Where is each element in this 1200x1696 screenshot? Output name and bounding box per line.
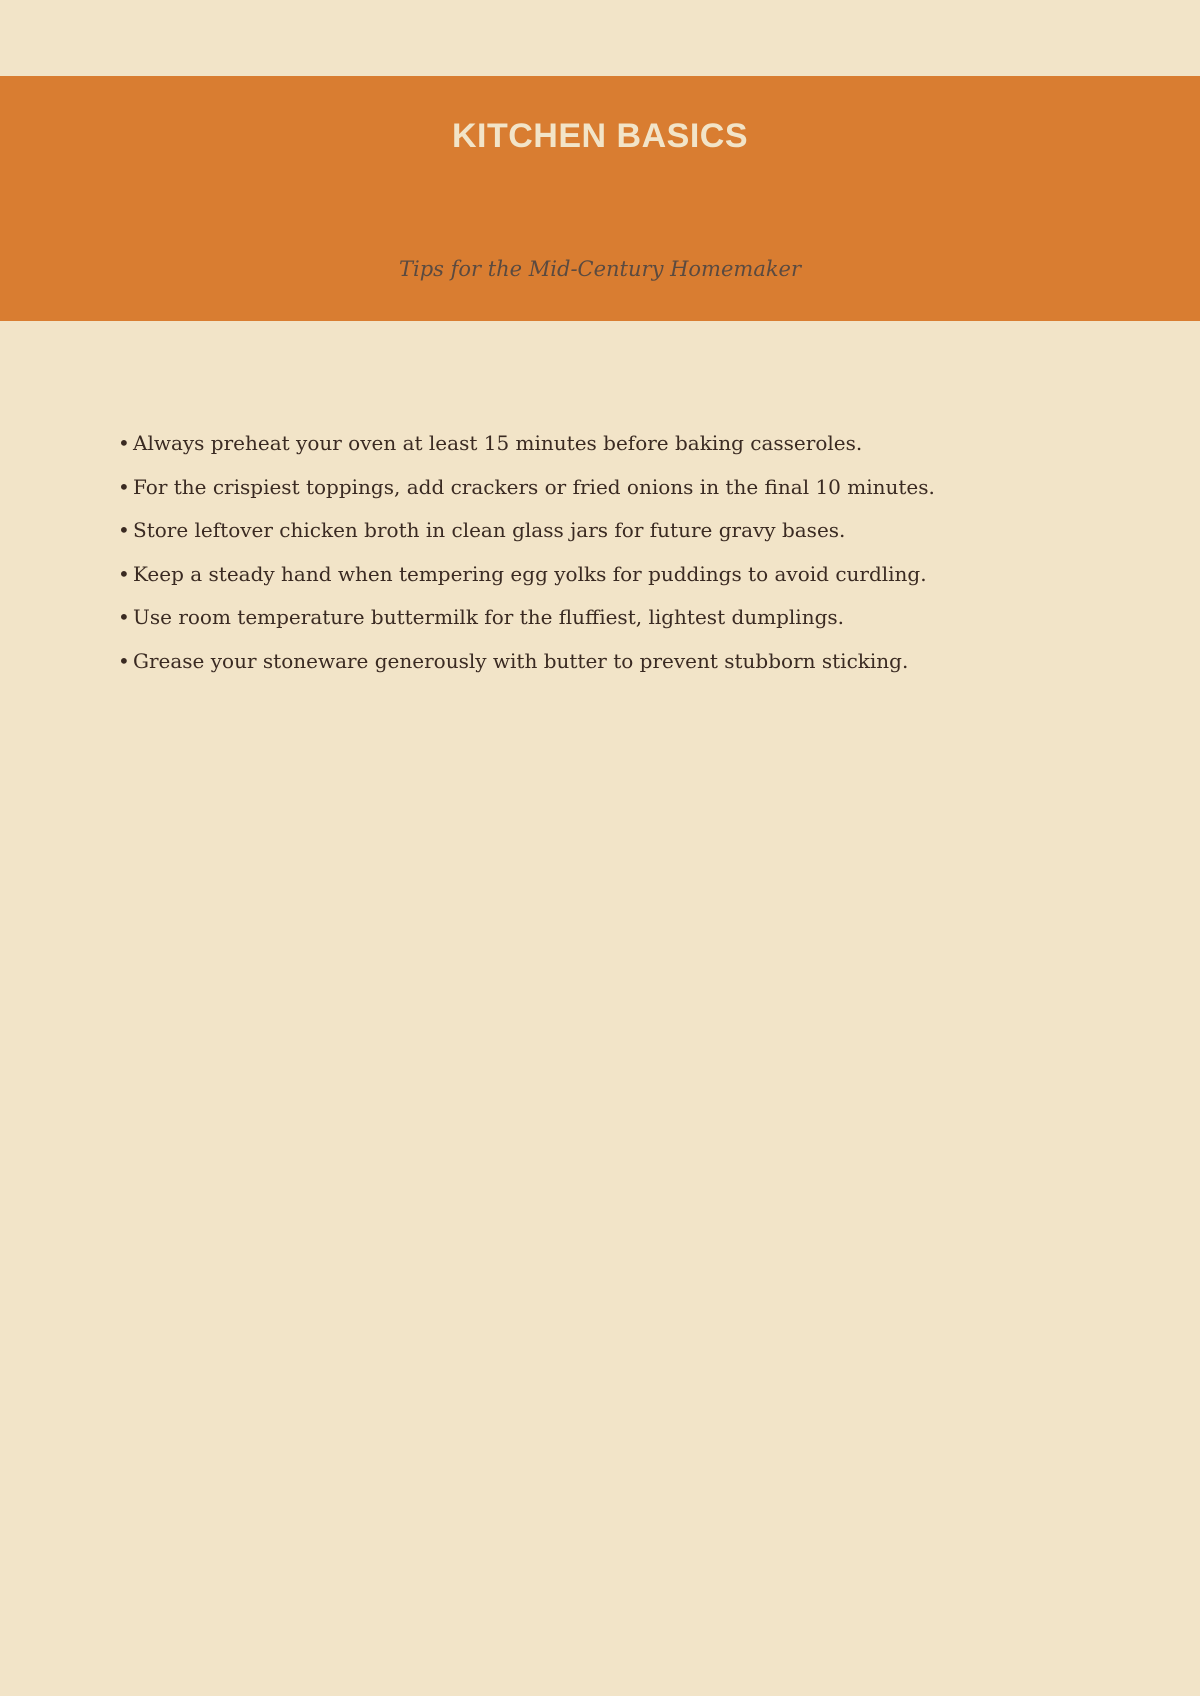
- tip-text: Grease your stoneware generously with butter to prevent stubborn sticking.: [133, 648, 909, 673]
- tip-text: For the crispiest toppings, add crackers or fried onions in the final 10 minutes.: [133, 474, 935, 499]
- tip-item: [118, 472, 1118, 502]
- tip-text: Always preheat your oven at least 15 minutes before baking casseroles.: [133, 431, 863, 455]
- tip-item: [118, 515, 1118, 545]
- tip-item: [118, 428, 1118, 458]
- header-banner: [0, 76, 1200, 321]
- bullet-icon: •: [118, 561, 130, 586]
- tip-text: Use room temperature buttermilk for the fluffiest, lightest dumplings.: [133, 605, 845, 629]
- tip-item: [118, 559, 1118, 589]
- tip-text: Store leftover chicken broth in clean glass jars for future gravy bases.: [133, 518, 846, 542]
- page-title: KITCHEN BASICS: [451, 117, 749, 155]
- tip-item: [118, 646, 1118, 676]
- tips-list: [118, 428, 1118, 689]
- tip-text: Keep a steady hand when tempering egg yolks for puddings to avoid curdling.: [133, 561, 927, 586]
- bullet-icon: •: [118, 605, 130, 629]
- bullet-icon: •: [118, 474, 130, 499]
- bullet-icon: •: [118, 431, 130, 455]
- tip-item: [118, 602, 1118, 632]
- bullet-icon: •: [118, 648, 130, 673]
- bullet-icon: •: [118, 518, 130, 542]
- page-subtitle: Tips for the Mid-Century Homemaker: [398, 257, 802, 281]
